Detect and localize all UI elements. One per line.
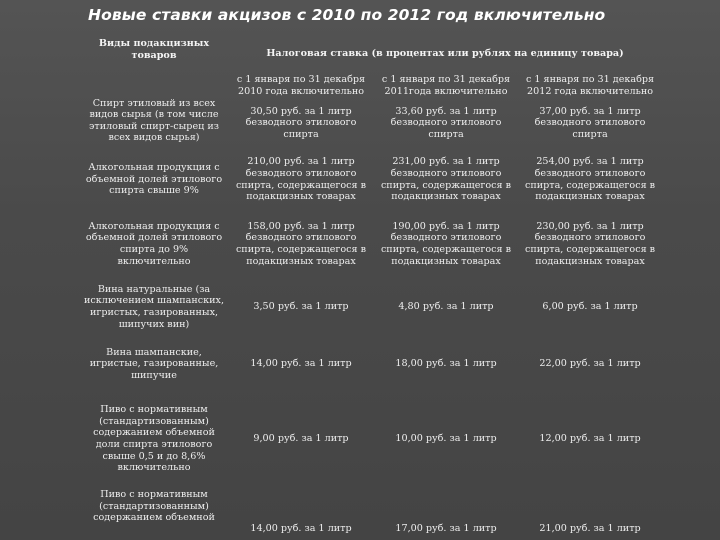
period-2011: с 1 января по 31 декабря 2011года включительно — [381, 74, 511, 97]
period-2012: с 1 января по 31 декабря 2012 года включительно — [525, 74, 655, 97]
header-tax-rate: Налоговая ставка (в процентах или рублях на единицу товара) — [266, 48, 624, 60]
rate-cell: 21,00 руб. за 1 литр — [539, 523, 641, 535]
rate-spirit-2012: 37,00 руб. за 1 литр безводного этилового спирта — [534, 105, 646, 140]
table-row — [80, 489, 662, 535]
rate-spirit-2010: 30,50 руб. за 1 литр безводного этилового спирта — [245, 105, 357, 140]
row-type-natural-wine: Вина натуральные (за исключением шампанских, игристых, газированных, шипучих вин) — [83, 283, 225, 330]
rate-cell: 4,80 руб. за 1 литр — [398, 301, 494, 313]
rate-cell: 190,00 руб. за 1 литр безводного этилового спирта, содержащегося в подакцизных товарах — [380, 220, 512, 267]
table-row — [80, 389, 662, 489]
rate-cell: 17,00 руб. за 1 литр — [395, 523, 497, 535]
table-row-spirit — [80, 72, 662, 100]
row-type-alcohol-over-9: Алкогольная продукция с объемной долей этилового спирта свыше 9% — [85, 162, 223, 197]
table-row — [80, 146, 662, 213]
rate-cell: 9,00 руб. за 1 литр — [253, 433, 349, 445]
rate-cell: 210,00 руб. за 1 литр безводного этилового спирта, содержащегося в подакцизных товарах — [235, 156, 367, 203]
rate-cell: 230,00 руб. за 1 литр безводного этилового спирта, содержащегося в подакцизных товарах — [524, 220, 656, 267]
excise-rates-table — [80, 36, 662, 535]
rate-cell: 18,00 руб. за 1 литр — [395, 358, 497, 370]
slide-title: Новые ставки акцизов с 2010 по 2012 год включительно — [88, 6, 606, 24]
row-type-spirit: Спирт этиловый из всех видов сырья (в том числе этиловый спирт-сырец из всех видов сырья) — [89, 97, 219, 144]
table-header-row — [80, 36, 662, 72]
rate-cell: 22,00 руб. за 1 литр — [539, 358, 641, 370]
row-type-alcohol-up-to-9: Алкогольная продукция с объемной долей этилового спирта до 9% включительно — [85, 220, 223, 267]
rate-cell: 3,50 руб. за 1 литр — [253, 301, 349, 313]
period-2010: с 1 января по 31 декабря 2010 года включительно — [236, 74, 366, 97]
rate-cell: 254,00 руб. за 1 литр безводного этилового спирта, содержащегося в подакцизных товарах — [524, 156, 656, 203]
rate-cell: 6,00 руб. за 1 литр — [542, 301, 638, 313]
rate-cell: 231,00 руб. за 1 литр безводного этилового спирта, содержащегося в подакцизных товарах — [380, 156, 512, 203]
rate-cell: 10,00 руб. за 1 литр — [395, 433, 497, 445]
rate-cell: 12,00 руб. за 1 литр — [539, 433, 641, 445]
rate-cell: 158,00 руб. за 1 литр безводного этилового спирта, содержащегося в подакцизных товарах — [235, 220, 367, 267]
row-type-beer-0-5-8-6: Пиво с нормативным (стандартизованным) содержанием объемной доли спирта этилового свыше 0,5 и до 8,6% включительно — [93, 404, 215, 474]
table-row — [80, 339, 662, 389]
row-type-beer-next: Пиво с нормативным (стандартизованным) содержанием объемной — [93, 489, 215, 524]
rate-cell: 14,00 руб. за 1 литр — [250, 523, 352, 535]
header-goods-type: Виды подакцизных товаров — [98, 38, 210, 61]
row-type-sparkling-wine: Вина шампанские, игристые, газированные, шипучие — [89, 346, 219, 381]
rate-spirit-2011: 33,60 руб. за 1 литр безводного этилового спирта — [390, 105, 502, 140]
table-row — [80, 275, 662, 339]
rate-cell: 14,00 руб. за 1 литр — [250, 358, 352, 370]
table-row — [80, 213, 662, 275]
